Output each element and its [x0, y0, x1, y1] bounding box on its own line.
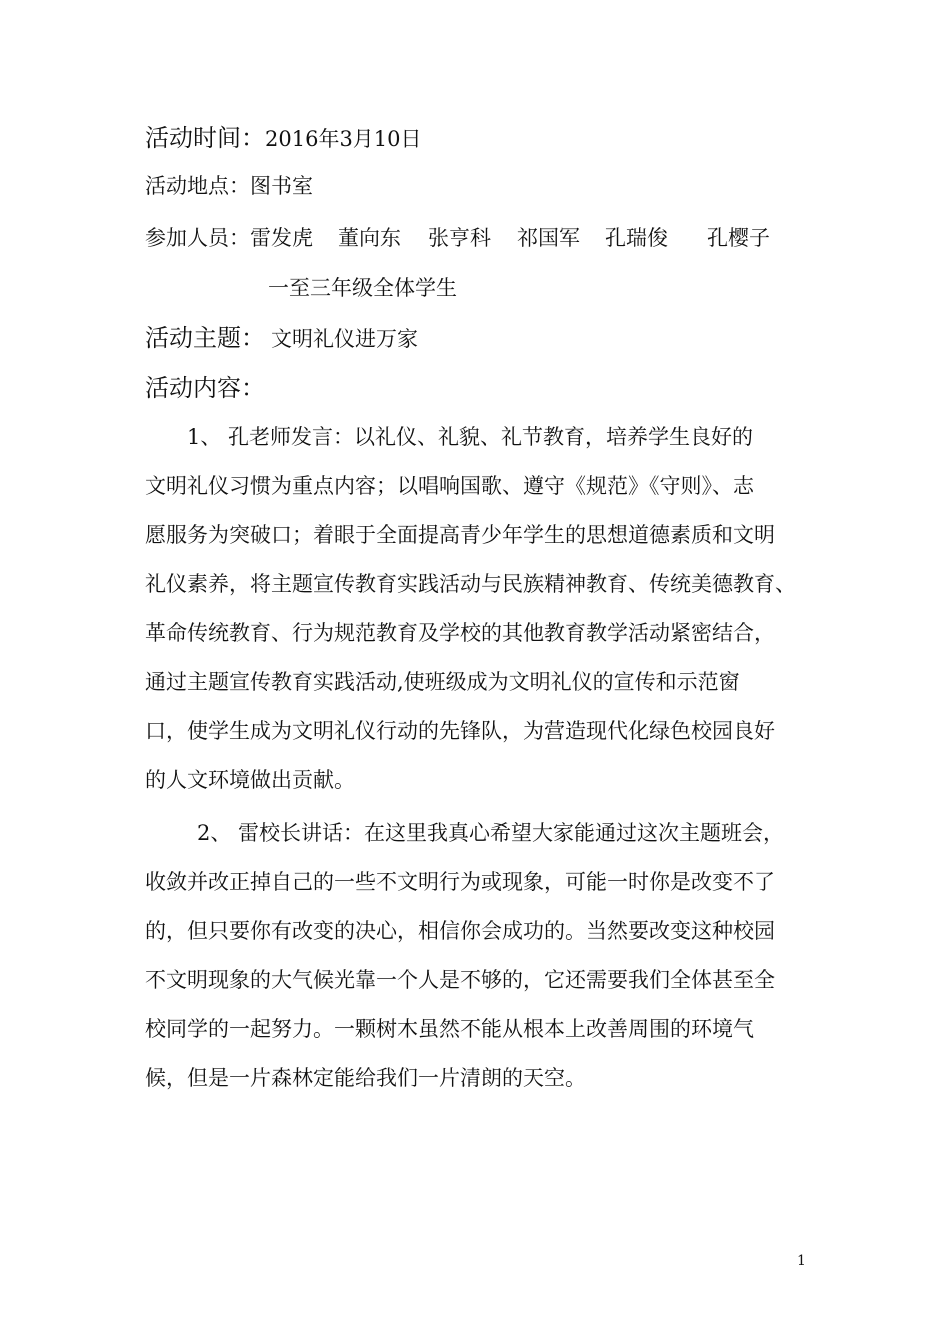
activity-location-value: 图书室 [250, 174, 313, 198]
paragraph-line: 礼仪素养，将主题宣传教育实践活动与民族精神教育、传统美德教育、 [145, 572, 796, 596]
activity-theme-label: 活动主题： [145, 324, 265, 352]
paragraph-line: 收敛并改正掉自己的一些不文明行为或现象，可能一时你是改变不了 [145, 870, 775, 894]
participant-name: 张亨科 [428, 226, 491, 250]
participants-students: 一至三年级全体学生 [268, 276, 457, 300]
activity-theme [145, 318, 418, 353]
participant-name: 孔樱子 [707, 226, 770, 250]
paragraph-line: 通过主题宣传教育实践活动,使班级成为文明礼仪的宣传和示范窗 [145, 670, 740, 694]
paragraph-line: 文明礼仪习惯为重点内容；以唱响国歌、遵守《规范》《守则》、志 [145, 474, 754, 498]
participants-label: 参加人员： [145, 226, 250, 250]
participant-name: 孔瑞俊 [605, 226, 668, 250]
activity-time [145, 118, 422, 153]
activity-time-label: 活动时间： [145, 124, 265, 152]
paragraph-line: 的，但只要你有改变的决心，相信你会成功的。当然要改变这种校园 [145, 919, 775, 943]
paragraph-principal-speech [145, 809, 805, 1103]
paragraph-line: 校同学的一起努力。一颗树木虽然不能从根本上改善周围的环境气 [145, 1017, 754, 1041]
paragraph-line: 候，但是一片森林定能给我们一片清朗的天空。 [145, 1066, 586, 1090]
paragraph-line: 不文明现象的大气候光靠一个人是不够的，它还需要我们全体甚至全 [145, 968, 775, 992]
participants [145, 222, 770, 252]
participant-name: 雷发虎 [250, 226, 313, 250]
page-number: 1 [797, 1253, 806, 1269]
paragraph-line: 的人文环境做出贡献。 [145, 768, 355, 792]
paragraph-line: 口，使学生成为文明礼仪行动的先锋队，为营造现代化绿色校园良好 [145, 719, 775, 743]
paragraph-line: 2、 雷校长讲话：在这里我真心希望大家能通过这次主题班会， [197, 821, 785, 845]
paragraph-line: 愿服务为突破口；着眼于全面提高青少年学生的思想道德素质和文明 [145, 523, 775, 547]
participant-name: 祁国军 [517, 226, 580, 250]
paragraph-line: 1、 孔老师发言：以礼仪、礼貌、礼节教育，培养学生良好的 [187, 425, 754, 449]
paragraph-teacher-speech [145, 413, 805, 805]
activity-location [145, 170, 313, 200]
paragraph-line: 革命传统教育、行为规范教育及学校的其他教育教学活动紧密结合， [145, 621, 775, 645]
activity-time-value: 2016年3月10日 [265, 127, 422, 151]
activity-location-label: 活动地点： [145, 174, 250, 198]
activity-theme-value: 文明礼仪进万家 [271, 327, 418, 351]
activity-content-label: 活动内容： [145, 374, 265, 402]
participant-name: 董向东 [338, 226, 401, 250]
